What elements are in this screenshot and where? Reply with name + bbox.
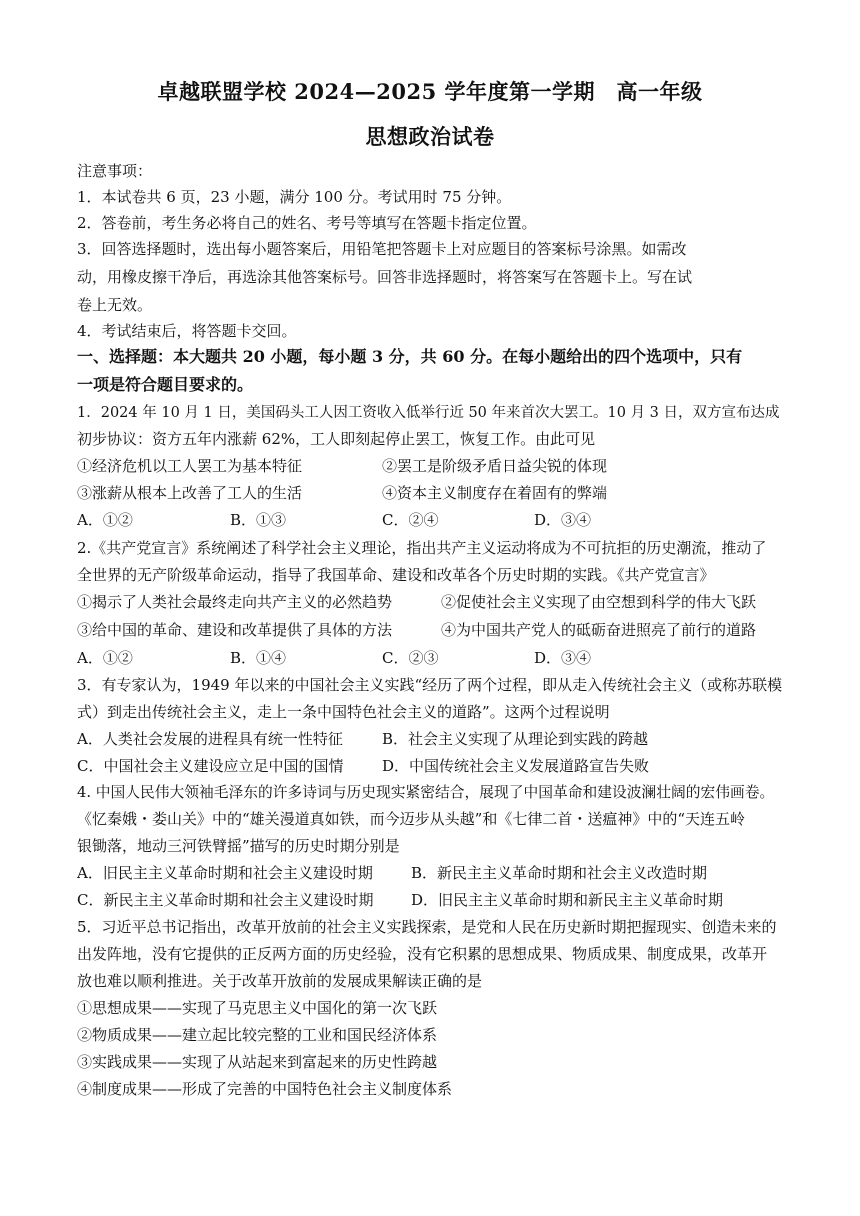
exam-title: 卓越联盟学校 2024—2025 学年度第一学期 高一年级 bbox=[157, 79, 703, 104]
q2-stem-cont: 全世界的无产阶级革命运动，指导了我国革命、建设和改革各个历史时期的实践。《共产党宣言》 bbox=[77, 566, 715, 584]
q3-option-a: A．人类社会发展的进程具有统一性特征 bbox=[77, 730, 343, 748]
q4-stem-cont: 《忆秦娥・娄山关》中的“雄关漫道真如铁，而今迈步从头越”和《七律二首・送瘟神》中的“天连五岭 bbox=[77, 810, 746, 828]
q5-stem-cont: 出发阵地，没有它提供的正反两方面的历史经验，没有它积累的思想成果、物质成果、制度成果，改革开 bbox=[77, 945, 768, 963]
section-heading-cont: 一项是符合题目要求的。 bbox=[77, 375, 254, 394]
q1-statement-3: ③涨薪从根本上改善了工人的生活 bbox=[77, 484, 303, 502]
q2-option-a: A．①② bbox=[77, 649, 133, 667]
q2-stem: 2.《共产党宣言》系统阐述了科学社会主义理论，指出共产主义运动将成为不可抗拒的历史潮流，推动了 bbox=[77, 539, 767, 557]
notice-item-1: 1．本试卷共 6 页，23 小题，满分 100 分。考试用时 75 分钟。 bbox=[77, 188, 512, 206]
q1-stem-cont: 初步协议：资方五年内涨薪 62%，工人即刻起停止罢工，恢复工作。由此可见 bbox=[77, 430, 596, 448]
notice-item-4: 4．考试结束后，将答题卡交回。 bbox=[77, 322, 297, 340]
notice-item-3: 3．回答选择题时，选出每小题答案后，用铅笔把答题卡上对应题目的答案标号涂黑。如需改 bbox=[77, 240, 687, 258]
q3-stem-cont: 式）到走出传统社会主义，走上一条中国特色社会主义的道路”。这两个过程说明 bbox=[77, 703, 610, 721]
q1-option-c: C．②④ bbox=[382, 511, 439, 529]
notice-item-3-cont: 动，用橡皮擦干净后，再选涂其他答案标号。回答非选择题时，将答案写在答题卡上。写在试 bbox=[77, 268, 693, 286]
q3-option-b: B．社会主义实现了从理论到实践的跨越 bbox=[382, 730, 649, 748]
q2-statement-3: ③给中国的革命、建设和改革提供了具体的方法 bbox=[77, 621, 393, 639]
q2-statement-2: ②促使社会主义实现了由空想到科学的伟大飞跃 bbox=[441, 593, 757, 611]
q3-stem: 3．有专家认为，1949 年以来的中国社会主义实践“经历了两个过程，即从走入传统社会主义（或称苏联模 bbox=[77, 676, 783, 694]
q5-statement-1: ①思想成果——实现了马克思主义中国化的第一次飞跃 bbox=[77, 999, 438, 1017]
q1-statement-2: ②罢工是阶级矛盾日益尖锐的体现 bbox=[382, 457, 608, 475]
q2-option-c: C．②③ bbox=[382, 649, 439, 667]
q1-option-d: D．③④ bbox=[534, 511, 592, 529]
q4-stem: 4. 中国人民伟大领袖毛泽东的许多诗词与历史现实紧密结合，展现了中国革命和建设波澜壮阔的宏伟画卷。 bbox=[77, 784, 775, 801]
q1-option-b: B．①③ bbox=[230, 511, 287, 529]
q2-option-d: D．③④ bbox=[534, 649, 592, 667]
q1-option-a: A．①② bbox=[77, 511, 133, 529]
q1-statement-1: ①经济危机以工人罢工为基本特征 bbox=[77, 457, 303, 475]
q5-stem: 5．习近平总书记指出，改革开放前的社会主义实践探索，是党和人民在历史新时期把握现实、创造未来的 bbox=[77, 918, 777, 936]
q2-statement-4: ④为中国共产党人的砥砺奋进照亮了前行的道路 bbox=[441, 621, 757, 639]
notice-heading: 注意事项： bbox=[77, 162, 153, 180]
q2-option-b: B．①④ bbox=[230, 649, 287, 667]
q5-stem-end: 放也难以顺利推进。关于改革开放前的发展成果解读正确的是 bbox=[77, 972, 483, 990]
q4-option-b: B．新民主主义革命时期和社会主义改造时期 bbox=[411, 864, 708, 882]
q1-statement-4: ④资本主义制度存在着固有的弊端 bbox=[382, 484, 608, 502]
q4-option-d: D．旧民主主义革命时期和新民主主义革命时期 bbox=[411, 891, 724, 909]
q1-stem: 1．2024 年 10 月 1 日，美国码头工人因工资收入低举行近 50 年来首次大罢工。10 月 3 日，双方宣布达成 bbox=[77, 405, 780, 421]
section-heading: 一、选择题：本大题共 20 小题，每小题 3 分，共 60 分。在每小题给出的四个选项中，只有 bbox=[77, 347, 743, 366]
exam-subject-title: 思想政治试卷 bbox=[365, 124, 495, 149]
q4-option-a: A．旧民主主义革命时期和社会主义建设时期 bbox=[77, 864, 373, 882]
q4-stem-end: 银锄落，地动三河铁臂摇”描写的历史时期分别是 bbox=[77, 837, 400, 855]
q3-option-d: D．中国传统社会主义发展道路宣告失败 bbox=[382, 757, 650, 775]
q5-statement-3: ③实践成果——实现了从站起来到富起来的历史性跨越 bbox=[77, 1053, 438, 1071]
q4-option-c: C．新民主主义革命时期和社会主义建设时期 bbox=[77, 891, 374, 909]
q5-statement-4: ④制度成果——形成了完善的中国特色社会主义制度体系 bbox=[77, 1080, 453, 1098]
q2-statement-1: ①揭示了人类社会最终走向共产主义的必然趋势 bbox=[77, 593, 393, 611]
q3-option-c: C．中国社会主义建设应立足中国的国情 bbox=[77, 757, 344, 775]
notice-item-3-end: 卷上无效。 bbox=[77, 296, 153, 314]
notice-item-2: 2．答卷前，考生务必将自己的姓名、考号等填写在答题卡指定位置。 bbox=[77, 214, 537, 232]
q5-statement-2: ②物质成果——建立起比较完整的工业和国民经济体系 bbox=[77, 1026, 438, 1044]
